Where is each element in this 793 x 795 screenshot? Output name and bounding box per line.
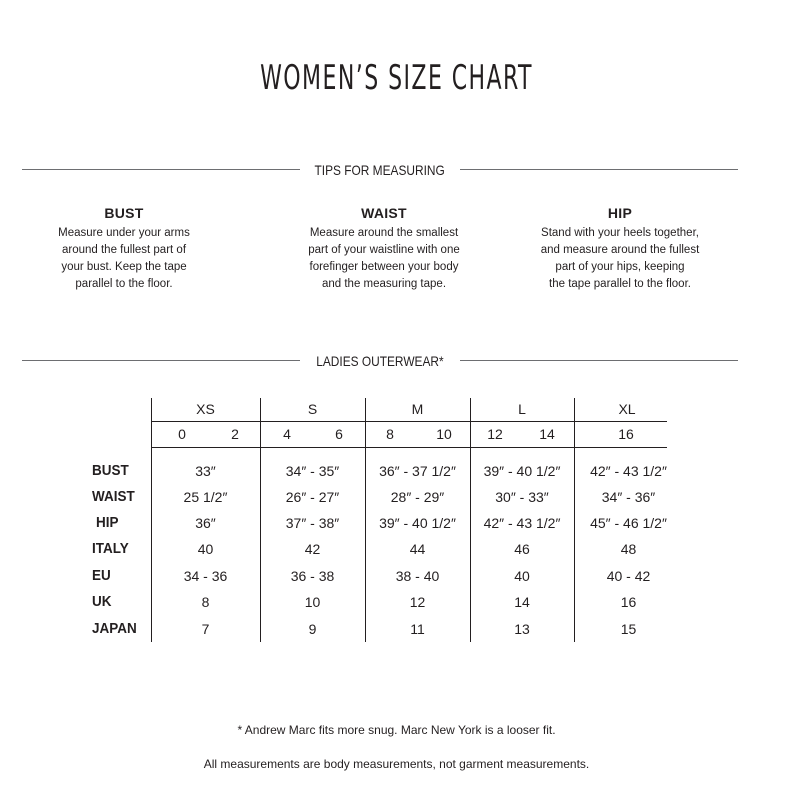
table-cell: 28″ - 29″ — [390, 489, 445, 505]
tip-hip — [510, 205, 730, 293]
size-header: S — [307, 401, 318, 417]
row-label-waist: WAIST — [92, 488, 135, 505]
size-number: 0 — [178, 426, 186, 442]
table-cell: 33″ — [195, 463, 216, 479]
tip-title: WAIST — [361, 205, 407, 221]
table-cell: 36″ — [195, 515, 216, 531]
table-cell: 48 — [620, 541, 637, 557]
table-cell: 42″ - 43 1/2″ — [483, 515, 561, 531]
row-label-hip: HIP — [96, 514, 119, 531]
table-cell: 42″ - 43 1/2″ — [590, 463, 667, 479]
size-number: 4 — [283, 426, 291, 442]
table-cell: 7 — [201, 621, 210, 637]
table-cell: 16 — [620, 594, 637, 610]
tip-line: Stand with your heels together, — [541, 227, 699, 239]
tip-line: part of your hips, keeping — [555, 261, 685, 273]
tip-bust — [14, 205, 234, 293]
size-number: 6 — [335, 426, 343, 442]
table-cell: 36 - 38 — [290, 568, 335, 584]
row-label-eu: EU — [92, 567, 111, 584]
table-cell: 46 — [514, 541, 530, 557]
size-number: 10 — [436, 426, 452, 442]
table-cell: 37″ - 38″ — [285, 515, 340, 531]
size-number: 8 — [386, 426, 394, 442]
table-cell: 34″ - 36″ — [601, 489, 656, 505]
table-cell: 13 — [514, 621, 530, 637]
table-cell: 14 — [514, 594, 530, 610]
page-title: WOMEN’S SIZE CHART — [260, 58, 533, 98]
table-cell: 11 — [410, 621, 425, 637]
measurement-disclaimer: All measurements are body measurements, not garment measurements. — [203, 757, 590, 771]
size-number: 12 — [487, 426, 503, 442]
table-cell: 12 — [409, 594, 426, 610]
size-number: 2 — [231, 426, 239, 442]
size-number: 16 — [618, 426, 634, 442]
table-cell: 42 — [304, 541, 321, 557]
table-cell: 25 1/2″ — [183, 489, 228, 505]
tip-line: Measure under your arms — [58, 227, 190, 239]
table-cell: 44 — [409, 541, 426, 557]
row-label-japan: JAPAN — [92, 620, 137, 637]
table-cell: 26″ - 27″ — [285, 489, 340, 505]
outerwear-heading: LADIES OUTERWEAR* — [311, 351, 449, 371]
tip-line: and measure around the fullest — [540, 244, 700, 256]
table-cell: 34″ - 35″ — [285, 463, 340, 479]
row-label-italy: ITALY — [92, 540, 129, 557]
table-cell: 39″ - 40 1/2″ — [483, 463, 561, 479]
tip-title: BUST — [104, 205, 144, 221]
table-cell: 40 - 42 — [606, 568, 651, 584]
tip-line: the tape parallel to the floor. — [549, 278, 691, 290]
table-cell: 40 — [197, 541, 214, 557]
outerwear-divider — [22, 351, 738, 371]
table-cell: 30″ - 33″ — [495, 489, 549, 505]
table-cell: 40 — [514, 568, 530, 584]
tip-line: part of your waistline with one — [308, 244, 460, 256]
size-header: L — [518, 401, 526, 417]
size-number: 14 — [539, 426, 555, 442]
tip-title: HIP — [607, 205, 633, 221]
fit-footnote: * Andrew Marc fits more snug. Marc New York is a looser fit. — [237, 723, 556, 737]
tips-divider — [22, 160, 738, 180]
table-cell: 38 - 40 — [395, 568, 440, 584]
table-cell: 39″ - 40 1/2″ — [379, 515, 456, 531]
table-cell: 34 - 36 — [183, 568, 228, 584]
tip-line: Measure around the smallest — [309, 227, 459, 239]
tip-line: and the measuring tape. — [321, 278, 447, 290]
row-label-uk: UK — [92, 593, 112, 610]
tip-waist — [274, 205, 494, 293]
row-label-bust: BUST — [92, 462, 129, 479]
table-cell: 45″ - 46 1/2″ — [590, 515, 667, 531]
size-header: XS — [196, 401, 215, 417]
tip-line: your bust. Keep the tape — [61, 261, 187, 273]
size-header: XL — [618, 401, 636, 417]
size-header: M — [411, 401, 424, 417]
table-cell: 9 — [308, 621, 317, 637]
table-cell: 8 — [201, 594, 210, 610]
tip-line: forefinger between your body — [309, 261, 459, 273]
tip-line: around the fullest part of — [61, 244, 187, 256]
table-cell: 36″ - 37 1/2″ — [379, 463, 456, 479]
table-cell: 10 — [304, 594, 321, 610]
table-cell: 15 — [620, 621, 637, 637]
tips-heading: TIPS FOR MEASURING — [310, 160, 450, 180]
tip-line: parallel to the floor. — [75, 278, 173, 290]
